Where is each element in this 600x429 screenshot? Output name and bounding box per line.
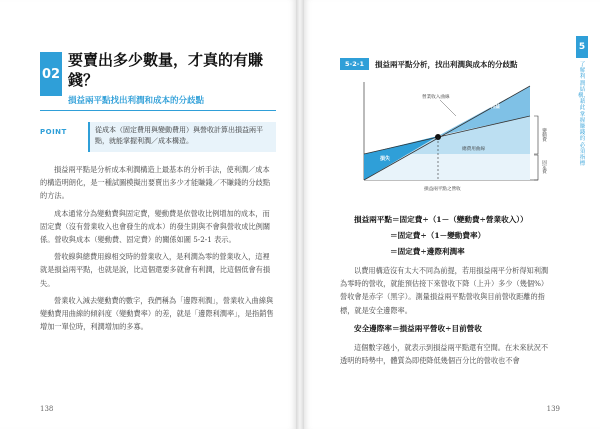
loss-label: 損失: [380, 156, 391, 162]
sales-line-label: 營業收入曲線: [422, 95, 450, 100]
book-gutter: [296, 0, 304, 429]
chapter-side-tab: 5: [576, 36, 588, 58]
page-number-right: 139: [546, 405, 560, 413]
formula-break-even: 損益兩平點＝固定費÷（1－（變動費÷營業收入））: [354, 215, 528, 224]
paragraph: 營收線與總費用線相交時的營業收入，是利潤為零的營業收入，這裡就是損益兩平點，也就是說，比這個還要多就會有利潤，比這個低會有損失。: [40, 252, 271, 288]
right-body-paragraph-1: [340, 264, 554, 317]
section-title: 要賣出多少數量，才真的有賺錢？: [68, 51, 264, 89]
figure-header: [340, 58, 517, 70]
figure-title: 損益兩平點分析，找出利潤與成本的分歧點: [374, 59, 518, 69]
point-label: POINT: [40, 128, 67, 136]
left-page: [0, 0, 296, 429]
paragraph: 以費用構造沒有太大不同為前提，若用損益兩平分析得知利潤為零時的營收，就能預估接下來營收下降（上升）多少（幾個%）營收會是赤字（黑字）。測量損益兩平點營收與目前營收距離的指標，就是安全邊際率。: [340, 266, 549, 315]
sales-label-leader: [440, 100, 456, 116]
formula-safety-margin: 安全邊際率＝損益兩平營收÷目前營收: [354, 324, 482, 333]
variable-cost-label: 變動費: [541, 128, 547, 142]
paragraph: 損益兩平點是分析成本利潤構造上最基本的分析手法，使利潤／成本的構造明朗化，是一種試圖模擬出要賣出多少才能賺錢／不賺錢的分歧點的方法。: [40, 165, 271, 201]
chapter-number-badge: 02: [40, 52, 62, 96]
break-even-figure: [358, 76, 558, 200]
fixed-cost-brace: [534, 155, 538, 180]
x-axis-label: 損益兩平點之營收: [424, 187, 461, 192]
paragraph: 營業收入減去變動費的數字，我們稱為「邊際利潤」，營業收入曲線與變動費用曲線的傾斜度（變動費率）的差，就是「邊際利潤率」，是指銷售增加一單位時，利潤增加的多寡。: [40, 295, 274, 332]
figure-tag: 5-2-1: [340, 58, 369, 70]
right-body-paragraph-2: [340, 341, 554, 367]
formula-break-even-3: ＝固定費÷邊際利潤率: [390, 247, 465, 256]
point-box: 從成本（固定費用與變動費用）與營收計算出損益兩平點，就能掌握利潤／成本構造。: [88, 122, 276, 152]
section-subtitle: 損益兩平點找出利潤和成本的分歧點: [68, 96, 205, 106]
break-even-chart: [358, 76, 558, 196]
total-cost-label: 總費用曲線: [462, 147, 485, 152]
paragraph: 這個數字越小，就表示到損益兩平點還有空間。在未來狀況不透明的時勢中，體質為即使降低幾個百分比的營收也不會: [340, 343, 549, 366]
paragraph: 成本通常分為變動費與固定費，變動費是依營收比例增加的成本，而固定費（沒有營業收入也會發生的成本）的發生則與不會與營收成比例關係。營收與成本（變動費、固定費）的關係如圖 5-2-1 表示。: [40, 208, 271, 245]
page-number-left: 138: [40, 405, 54, 413]
chapter-side-text: 了解利潤結構，藉此掌握賺錢的必須指標: [578, 62, 590, 168]
fixed-cost-label: 固定費: [541, 160, 547, 174]
title-divider: [40, 110, 276, 111]
variable-cost-brace: [534, 116, 538, 154]
formula-break-even-2: ＝固定費÷（1－變動費率）: [390, 231, 486, 240]
profit-label: 利益: [490, 104, 501, 110]
left-body-text: [40, 163, 276, 337]
